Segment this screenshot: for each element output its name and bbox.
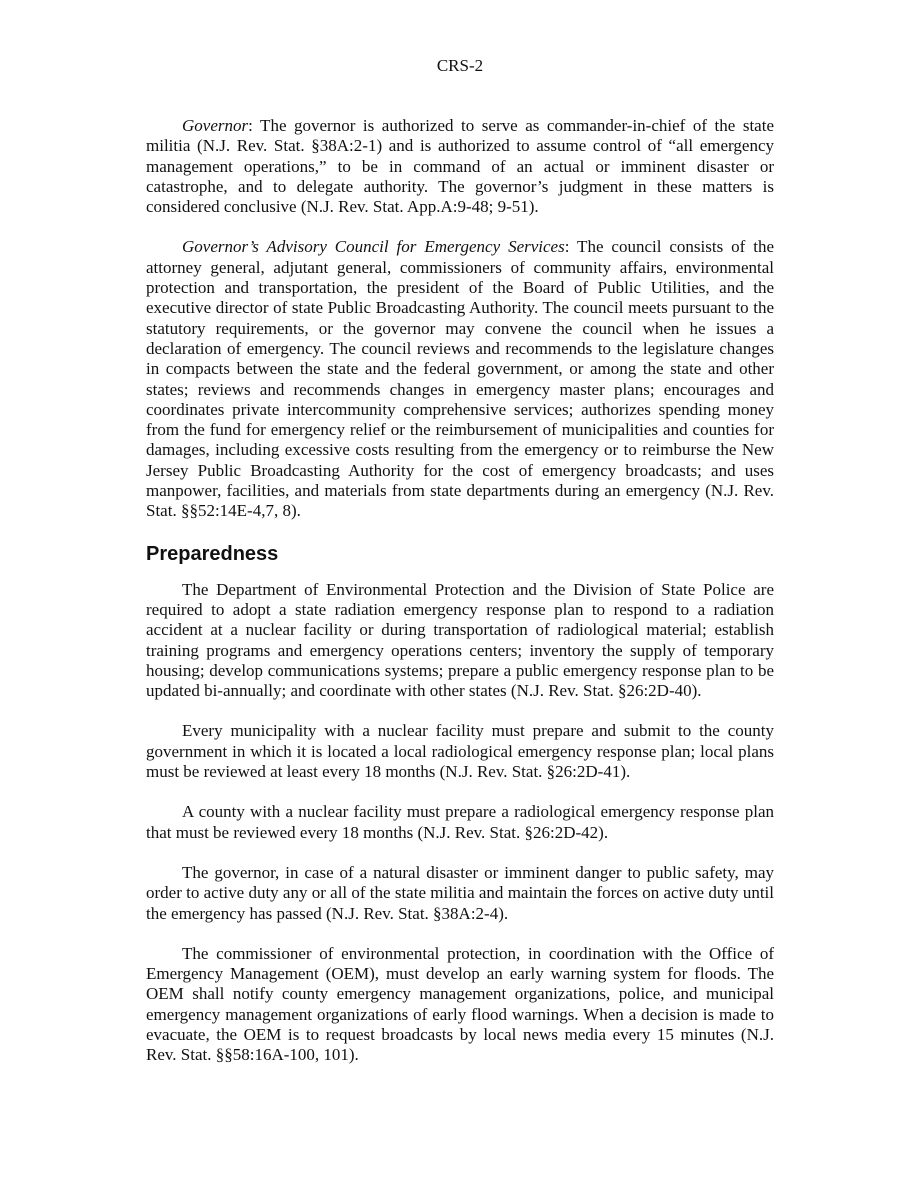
paragraph-flood-warning: The commissioner of environmental protection, in coordination with the Office of Emergency Management (OEM), must develop an early warning system for floods. The OEM shall notify county emergency management organizations, police, and municipal emergency management organizations of early flood warnings. When a decision is made to evacuate, the OEM is to request broadcasts by local news media every 15 minutes (N.J. Rev. Stat. §§58:16A-100, 101). bbox=[146, 943, 774, 1065]
term-advisory-council: Governor’s Advisory Council for Emergency Services bbox=[182, 237, 565, 257]
section-heading-preparedness: Preparedness bbox=[146, 542, 279, 565]
paragraph-radiation-plan: The Department of Environmental Protection and the Division of State Police are required to adopt a state radiation emergency response plan to respond to a radiation accident at a nuclear facility or during transportation of radiological material; establish training programs and emergency operations centers; inventory the supply of temporary housing; develop communications systems; prepare a public emergency response plan to be updated bi-annually; and coordinate with other states (N.J. Rev. Stat. §26:2D-40). bbox=[146, 579, 774, 701]
paragraph-advisory-council bbox=[146, 237, 774, 521]
paragraph-militia: The governor, in case of a natural disaster or imminent danger to public safety, may order to active duty any or all of the state militia and maintain the forces on active duty until the emergency has passed (N.J. Rev. Stat. §38A:2-4). bbox=[146, 862, 774, 923]
paragraph-municipality-plan: Every municipality with a nuclear facility must prepare and submit to the county government in which it is located a local radiological emergency response plan; local plans must be reviewed at least every 18 months (N.J. Rev. Stat. §26:2D-41). bbox=[146, 721, 774, 782]
paragraph-governor bbox=[146, 116, 774, 217]
term-governor: Governor bbox=[182, 116, 249, 135]
document-body bbox=[146, 116, 774, 1086]
paragraph-advisory-council-text: : The council consists of the attorney general, adjutant general, commissioners of community affairs, environmental protection and transportation, the president of the Board of Public Utilities, and the executive director of state Public Broadcasting Authority. The council meets pursuant to the statutory requirements, or the governor may convene the council when he issues a declaration of emergency. The council reviews and recommends to the legislature changes in compacts between the state and the federal government, or among the state and other states; reviews and recommends changes in emergency master plans; encourages and coordinates private intercommunity comprehensive services; authorizes spending money from the fund for emergency relief or the reimbursement of municipalities and counties for damages, including excessive costs resulting from the emergency or to reimburse the New Jersey Public Broadcasting Authority for the cost of emergency broadcasts; and uses manpower, facilities, and materials from state departments during an emergency (N.J. Rev. Stat. §§52:14E-4,7, 8). bbox=[146, 237, 775, 521]
page-header: CRS-2 bbox=[436, 56, 484, 75]
paragraph-governor-text: : The governor is authorized to serve as commander-in-chief of the state militia (N.J. Rev. Stat. §38A:2-1) and is authorized to assume control of “all emergency management operations,” to be in command of an actual or imminent disaster or catastrophe, and to delegate authority. The governor’s judgment in these matters is considered conclusive (N.J. Rev. Stat. App.A:9-48; 9-51). bbox=[146, 116, 774, 217]
paragraph-county-plan: A county with a nuclear facility must prepare a radiological emergency response plan that must be reviewed every 18 months (N.J. Rev. Stat. §26:2D-42). bbox=[146, 802, 774, 842]
